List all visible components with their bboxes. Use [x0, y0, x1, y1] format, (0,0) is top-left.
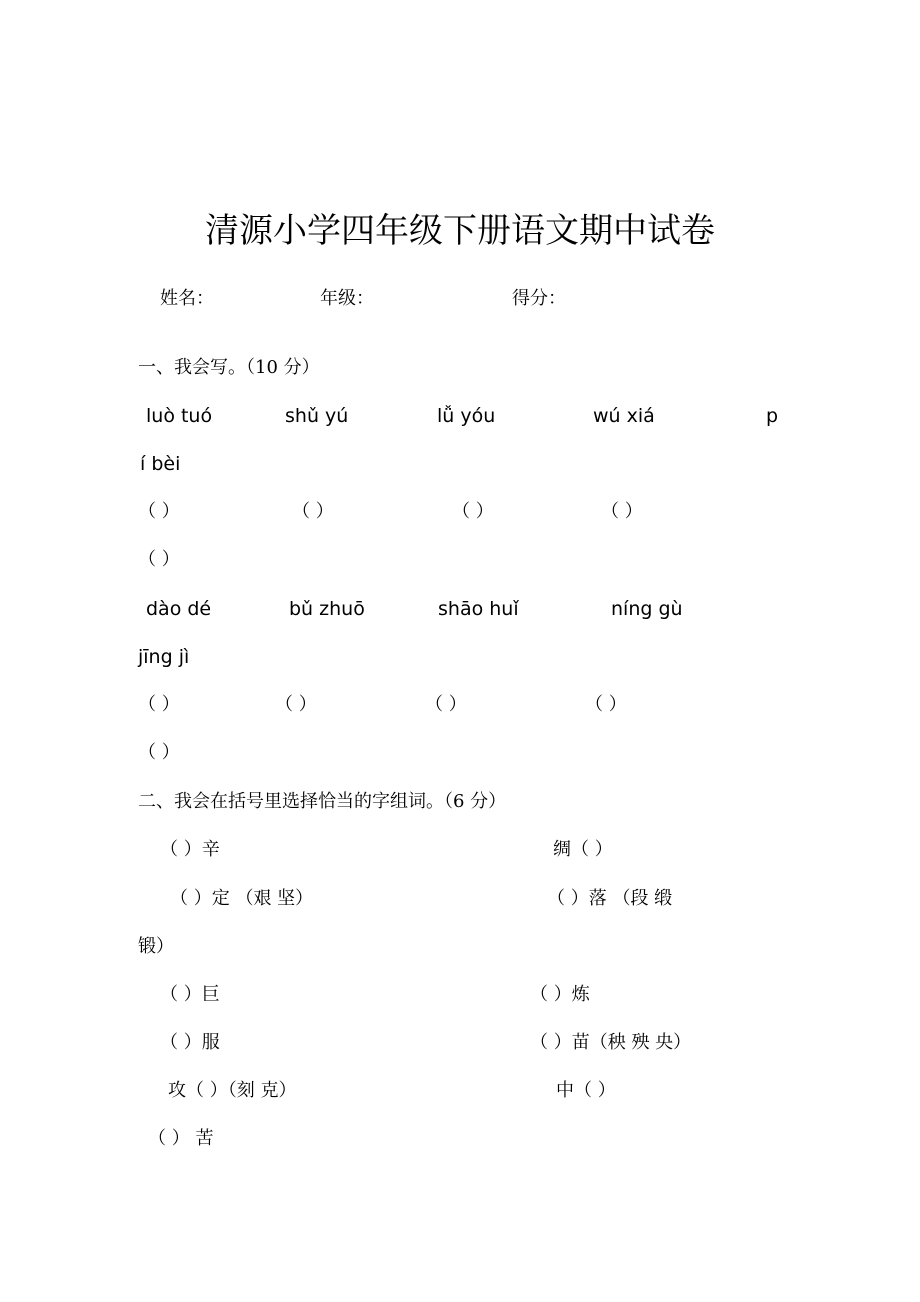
pinyin-item: shǔ yú	[285, 405, 349, 427]
word-item[interactable]: （ ）炼	[530, 984, 590, 1005]
pinyin-item: níng gù	[611, 598, 683, 620]
page-title: 清源小学四年级下册语文期中试卷	[205, 211, 715, 251]
answer-blank[interactable]: （ ）	[425, 694, 467, 715]
section2-heading: 二、我会在括号里选择恰当的字组词。（6 分）	[138, 791, 507, 812]
word-item[interactable]: （ ）巨	[160, 984, 220, 1005]
pinyin-item: jīng jì	[138, 646, 190, 668]
word-item[interactable]: （ ）服	[160, 1032, 220, 1053]
answer-blank[interactable]: （ ）	[292, 501, 334, 522]
word-item[interactable]: （ ） 苦	[148, 1128, 214, 1149]
pinyin-item: shāo huǐ	[438, 598, 519, 620]
word-item[interactable]: （ ）苗（秧 殃 央）	[530, 1032, 692, 1053]
word-item[interactable]: 攻（ ）（刻 克）	[168, 1080, 297, 1101]
pinyin-item: luò tuó	[146, 405, 213, 427]
answer-blank[interactable]: （ ）	[585, 694, 627, 715]
answer-blank[interactable]: （ ）	[601, 501, 643, 522]
pinyin-item: bǔ zhuō	[289, 598, 365, 620]
name-label: 姓名：	[160, 288, 214, 309]
word-item[interactable]: （ ）落 （段 缎	[547, 888, 673, 909]
pinyin-item: dào dé	[146, 598, 212, 620]
answer-blank[interactable]: （ ）	[452, 501, 494, 522]
grade-label: 年级：	[320, 288, 374, 309]
pinyin-item: wú xiá	[593, 405, 655, 427]
pinyin-item: p	[766, 405, 779, 427]
answer-blank[interactable]: （ ）	[138, 742, 180, 763]
word-item[interactable]: （ ）定 （艰 坚）	[170, 888, 314, 909]
word-item: 锻）	[138, 936, 174, 957]
word-item[interactable]: 绸（ ）	[553, 839, 613, 860]
score-label: 得分：	[512, 288, 566, 309]
section1-heading: 一、我会写。（10 分）	[138, 357, 320, 378]
answer-blank[interactable]: （ ）	[275, 694, 317, 715]
pinyin-item: í bèi	[140, 453, 181, 475]
word-item[interactable]: 中（ ）	[556, 1080, 616, 1101]
answer-blank[interactable]: （ ）	[138, 549, 180, 570]
answer-blank[interactable]: （ ）	[138, 694, 180, 715]
word-item[interactable]: （ ）辛	[160, 839, 220, 860]
pinyin-item: lǚ yóu	[437, 405, 496, 427]
answer-blank[interactable]: （ ）	[138, 501, 180, 522]
